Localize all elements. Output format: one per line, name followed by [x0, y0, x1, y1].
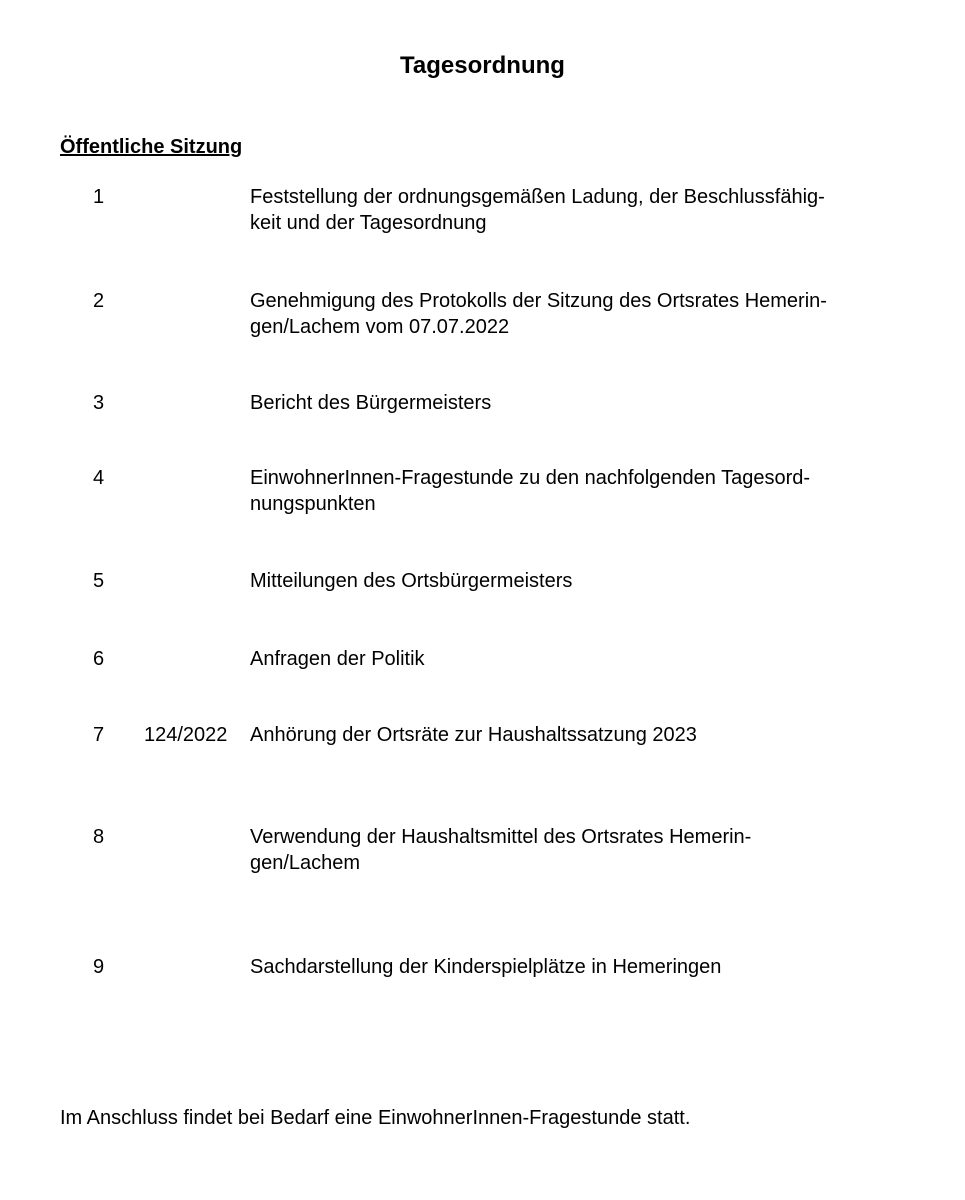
agenda-item-number: 3: [93, 392, 105, 414]
agenda-item-text: [250, 184, 910, 236]
agenda-item-reference: 124/2022: [144, 724, 228, 746]
section-heading: Öffentliche Sitzung: [60, 136, 243, 158]
agenda-item-text: [250, 288, 910, 340]
footer-note: Im Anschluss findet bei Bedarf eine EinwohnerInnen-Fragestunde statt.: [60, 1107, 691, 1129]
agenda-item-line: Anfragen der Politik: [250, 648, 425, 670]
agenda-item-number: 6: [93, 648, 105, 670]
agenda-item-line: Feststellung der ordnungsgemäßen Ladung, der Beschlussfähig-: [250, 186, 825, 208]
agenda-item-text: [250, 954, 910, 980]
agenda-item-text: [250, 465, 910, 517]
agenda-item-number: 8: [93, 826, 105, 848]
agenda-item-number: 1: [93, 186, 105, 208]
agenda-item-text: [250, 646, 910, 672]
agenda-item-number: 7: [93, 724, 105, 746]
agenda-item-line: nungspunkten: [250, 493, 376, 515]
agenda-item-line: Mitteilungen des Ortsbürgermeisters: [250, 570, 573, 592]
agenda-item-line: gen/Lachem vom 07.07.2022: [250, 316, 510, 338]
agenda-item-text: [250, 722, 910, 748]
agenda-item-text: [250, 390, 910, 416]
agenda-item-line: Sachdarstellung der Kinderspielplätze in Hemeringen: [250, 956, 722, 978]
agenda-item-line: Anhörung der Ortsräte zur Haushaltssatzung 2023: [250, 724, 697, 746]
agenda-item-line: EinwohnerInnen-Fragestunde zu den nachfolgenden Tagesord-: [250, 467, 811, 489]
agenda-item-line: gen/Lachem: [250, 852, 361, 874]
agenda-item-line: Bericht des Bürgermeisters: [250, 392, 492, 414]
agenda-item-line: Verwendung der Haushaltsmittel des Ortsrates Hemerin-: [250, 826, 752, 848]
agenda-item-text: [250, 568, 910, 594]
agenda-item-line: Genehmigung des Protokolls der Sitzung des Ortsrates Hemerin-: [250, 290, 827, 312]
agenda-item-number: 9: [93, 956, 105, 978]
agenda-item-number: 4: [93, 467, 105, 489]
agenda-item-line: keit und der Tagesordnung: [250, 212, 487, 234]
page-title: Tagesordnung: [400, 52, 565, 79]
agenda-item-text: [250, 824, 910, 876]
agenda-item-number: 5: [93, 570, 105, 592]
agenda-item-number: 2: [93, 290, 105, 312]
